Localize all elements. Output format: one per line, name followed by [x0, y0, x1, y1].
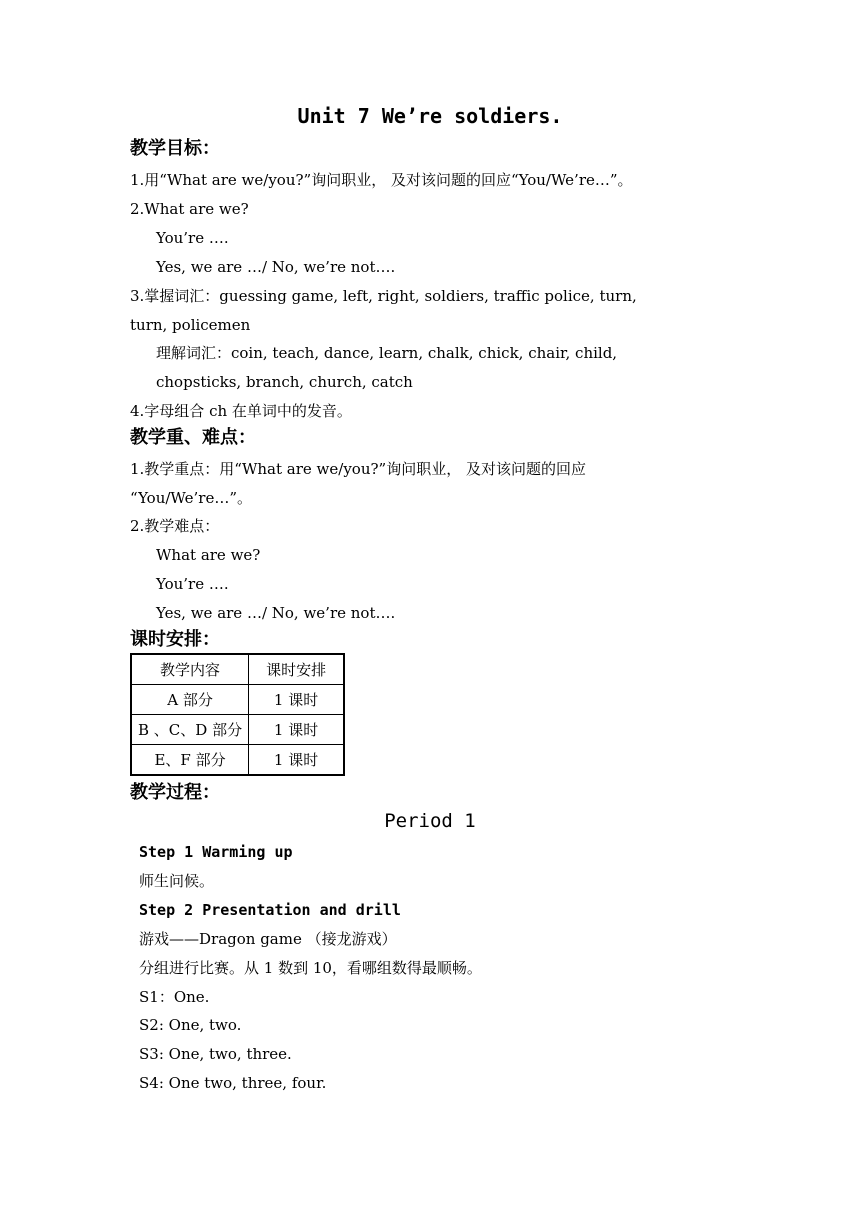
table-cell: 1 课时 [249, 685, 345, 715]
objective-line: Yes, we are …/ No, we’re not…. [156, 258, 396, 276]
step-title: Step 1 Warming up [139, 843, 293, 861]
objectives-heading: 教学目标： [130, 138, 220, 159]
table-cell: E、F 部分 [131, 745, 249, 776]
objective-line: chopsticks, branch, church, catch [156, 373, 413, 391]
schedule-heading: 课时安排： [130, 629, 220, 650]
table-cell: B 、C、D 部分 [131, 715, 249, 745]
table-cell: 1 课时 [249, 745, 345, 776]
table-cell: 1 课时 [249, 715, 345, 745]
process-heading: 教学过程： [130, 782, 220, 803]
objective-line: 1.用“What are we/you?”询问职业， 及对该问题的回应“You/We’re…”。 [130, 171, 633, 189]
schedule-table [130, 653, 345, 776]
objective-line: 2.What are we? [130, 200, 249, 218]
table-row [131, 745, 344, 776]
step-line: 游戏——Dragon game （接龙游戏） [139, 930, 397, 948]
period-title: Period 1 [384, 810, 476, 832]
table-header-row [131, 654, 344, 685]
keypoint-line: 1.教学重点：用“What are we/you?”询问职业， 及对该问题的回应 [130, 460, 586, 478]
table-row [131, 715, 344, 745]
objective-line: 理解词汇：coin, teach, dance, learn, chalk, chick, chair, child, [156, 344, 618, 362]
objective-line: 3.掌握词汇：guessing game, left, right, soldiers, traffic police, turn, [130, 287, 637, 305]
keypoints-heading: 教学重、难点： [130, 427, 256, 448]
table-header-cell: 课时安排 [249, 654, 345, 685]
step-title: Step 2 Presentation and drill [139, 901, 401, 919]
objective-line: You’re …. [156, 229, 229, 247]
keypoint-line: 2.教学难点： [130, 517, 220, 535]
step-line: S4: One two, three, four. [139, 1074, 327, 1092]
table-header-cell: 教学内容 [131, 654, 249, 685]
keypoint-line: You’re …. [156, 575, 229, 593]
table-cell: A 部分 [131, 685, 249, 715]
page-title: Unit 7 We’re soldiers. [297, 104, 563, 128]
step-line: S3: One, two, three. [139, 1045, 292, 1063]
step-text: 师生问候。 [139, 872, 215, 890]
table-row [131, 685, 344, 715]
step-line: S1：One. [139, 988, 210, 1006]
step-line: 分组进行比赛。从 1 数到 10，看哪组数得最顺畅。 [139, 959, 482, 977]
objective-line: 4.字母组合 ch 在单词中的发音。 [130, 402, 352, 420]
keypoint-line: Yes, we are …/ No, we’re not…. [156, 604, 396, 622]
step-line: S2: One, two. [139, 1016, 242, 1034]
objective-line: turn, policemen [130, 316, 251, 334]
keypoint-line: “You/We’re…”。 [130, 489, 252, 507]
keypoint-line: What are we? [156, 546, 261, 564]
